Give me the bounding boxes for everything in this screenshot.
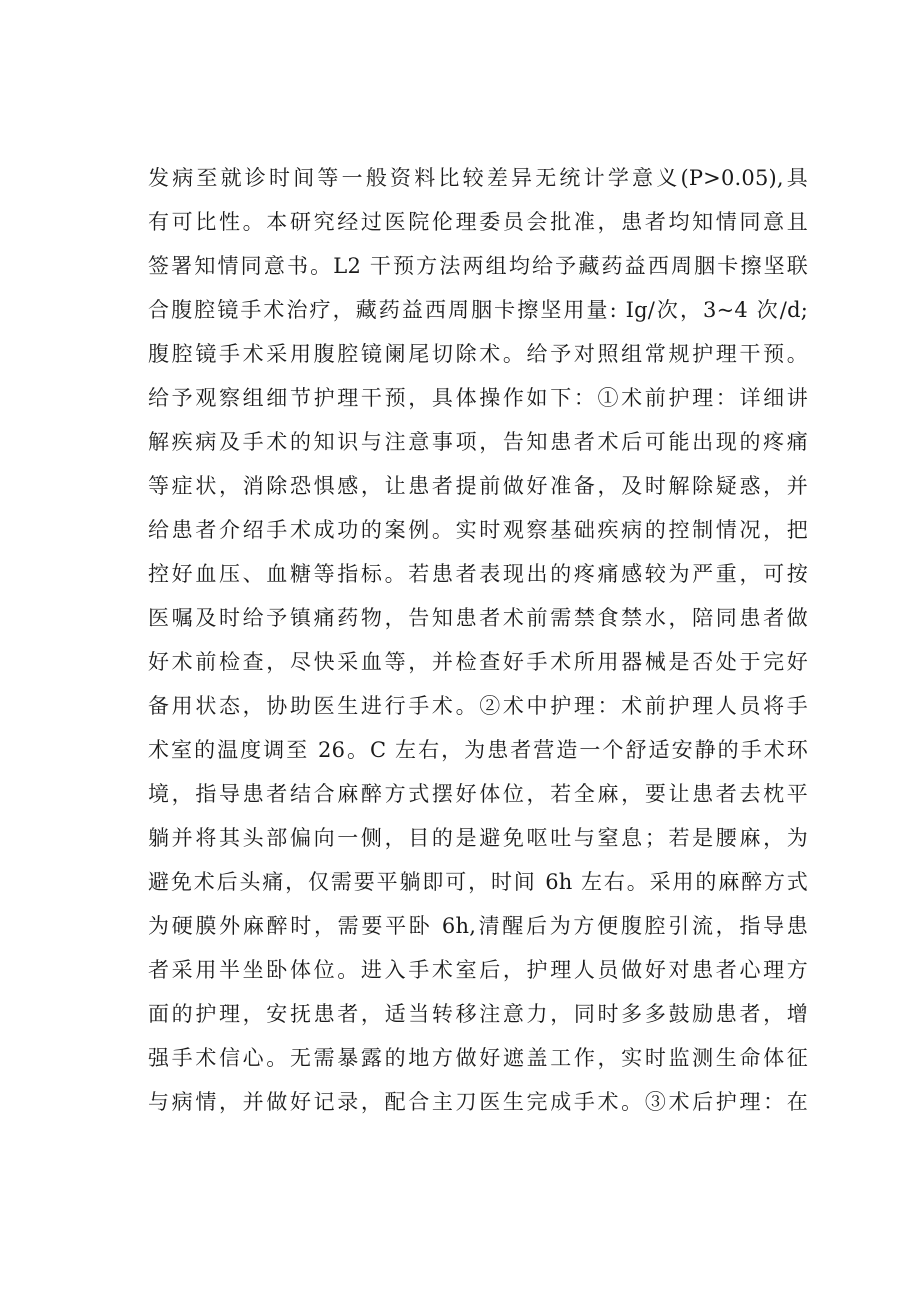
text-line: 与病情，并做好记录，配合主刀医生完成手术。③术后护理：在 [148,1090,808,1114]
text-line: 术室的温度调至 26。C 左右，为患者营造一个舒适安静的手术环 [148,738,808,762]
text-line: 有可比性。本研究经过医院伦理委员会批准，患者均知情同意且 [148,210,808,234]
text-line: 境，指导患者结合麻醉方式摆好体位，若全麻，要让患者去枕平 [148,782,808,806]
text-line: 合腹腔镜手术治疗，藏药益西周胭卡擦坚用量: Ig/次，3~4 次/d; [148,298,808,322]
text-line: 控好血压、血糖等指标。若患者表现出的疼痛感较为严重，可按 [148,562,808,586]
text-line: 好术前检查，尽快采血等，并检查好手术所用器械是否处于完好 [148,650,808,674]
text-line: 医嘱及时给予镇痛药物，告知患者术前需禁食禁水，陪同患者做 [148,606,808,630]
text-line: 避免术后头痛，仅需要平躺即可，时间 6h 左右。采用的麻醉方式 [148,870,808,894]
text-line: 签署知情同意书。L2 干预方法两组均给予藏药益西周胭卡擦坚联 [148,254,808,278]
text-line: 给予观察组细节护理干预，具体操作如下：①术前护理：详细讲 [148,386,808,410]
text-line: 解疾病及手术的知识与注意事项，告知患者术后可能出现的疼痛 [148,430,808,454]
text-line: 面的护理，安抚患者，适当转移注意力，同时多多鼓励患者，增 [148,1002,808,1026]
text-line: 腹腔镜手术采用腹腔镜阑尾切除术。给予对照组常规护理干预。 [148,342,808,366]
text-line: 强手术信心。无需暴露的地方做好遮盖工作，实时监测生命体征 [148,1046,808,1070]
text-line: 为硬膜外麻醉时，需要平卧 6h,清醒后为方便腹腔引流，指导患 [148,914,808,938]
text-line: 躺并将其头部偏向一侧，目的是避免呕吐与窒息；若是腰麻，为 [148,826,808,850]
text-line: 发病至就诊时间等一般资料比较差异无统计学意义(P>0.05),具 [148,166,808,190]
text-line: 给患者介绍手术成功的案例。实时观察基础疾病的控制情况，把 [148,518,808,542]
text-line: 者采用半坐卧体位。进入手术室后，护理人员做好对患者心理方 [148,958,808,982]
text-line: 备用状态，协助医生进行手术。②术中护理：术前护理人员将手 [148,694,808,718]
text-line: 等症状，消除恐惧感，让患者提前做好准备，及时解除疑惑，并 [148,474,808,498]
body-paragraph [148,156,808,1124]
